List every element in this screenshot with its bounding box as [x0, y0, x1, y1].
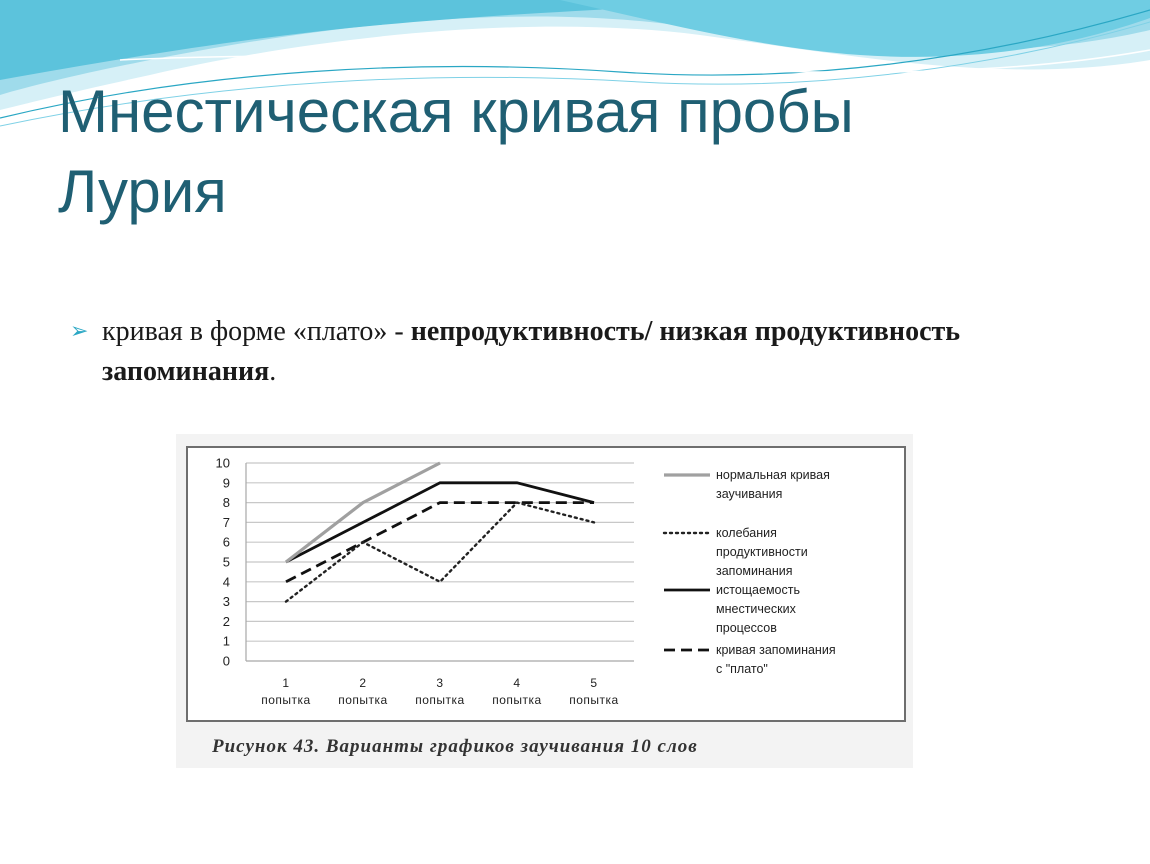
legend-label-2-line-2: продуктивности	[716, 545, 808, 559]
bullet-text-regular: кривая в форме «плато» -	[102, 316, 411, 347]
x-tick-label-word-2: попытка	[338, 693, 388, 707]
x-tick-label-number-2: 2	[359, 676, 367, 690]
y-tick-label-6: 6	[222, 534, 230, 550]
x-tick-label-word-1: попытка	[261, 693, 311, 707]
figure-caption: Рисунок 43. Варианты графиков заучивания 10 слов	[212, 736, 698, 757]
title-line-2: Лурия	[58, 158, 227, 225]
bullet-text-bold: непродуктивность/ низкая продуктивность запоминания	[102, 316, 961, 387]
legend-label-1-line-2: заучивания	[716, 487, 783, 501]
chart-figure	[176, 434, 913, 768]
legend-label-2-line-1: колебания	[716, 526, 777, 540]
line-chart	[176, 434, 913, 768]
x-tick-label-number-3: 3	[436, 676, 444, 690]
x-tick-label-word-5: попытка	[569, 693, 619, 707]
bullet-text	[102, 312, 1092, 392]
x-tick-label-number-1: 1	[282, 676, 290, 690]
title-line-1: Мнестическая кривая пробы	[58, 78, 854, 145]
y-tick-label-5: 5	[222, 554, 230, 570]
y-tick-label-10: 10	[215, 455, 230, 471]
legend-label-3-line-2: мнестических	[716, 602, 796, 616]
legend-label-3-line-3: процессов	[716, 621, 777, 635]
y-tick-label-8: 8	[222, 495, 230, 511]
slide-title	[58, 72, 1058, 232]
y-tick-label-1: 1	[222, 633, 230, 649]
x-tick-label-number-5: 5	[590, 676, 598, 690]
legend-label-3-line-1: истощаемость	[716, 583, 800, 597]
bullet-text-end: .	[269, 356, 277, 387]
series-line-1	[286, 463, 440, 562]
x-tick-label-word-4: попытка	[492, 693, 542, 707]
y-tick-label-9: 9	[222, 475, 230, 491]
x-tick-label-number-4: 4	[513, 676, 521, 690]
y-tick-label-3: 3	[222, 594, 230, 610]
y-tick-label-2: 2	[222, 613, 230, 629]
legend-layer	[664, 468, 836, 676]
series-line-2	[286, 503, 594, 602]
y-tick-label-0: 0	[222, 653, 230, 669]
legend-label-1-line-1: нормальная кривая	[716, 468, 830, 482]
legend-label-2-line-3: запоминания	[716, 564, 793, 578]
series-layer	[286, 463, 594, 602]
x-tick-label-word-3: попытка	[415, 693, 465, 707]
arrow-bullet-icon: ➢	[70, 318, 89, 343]
y-tick-label-7: 7	[222, 514, 230, 530]
legend-label-4-line-2: с "плато"	[716, 662, 768, 676]
legend-label-4-line-1: кривая запоминания	[716, 643, 836, 657]
y-tick-label-4: 4	[222, 574, 230, 590]
